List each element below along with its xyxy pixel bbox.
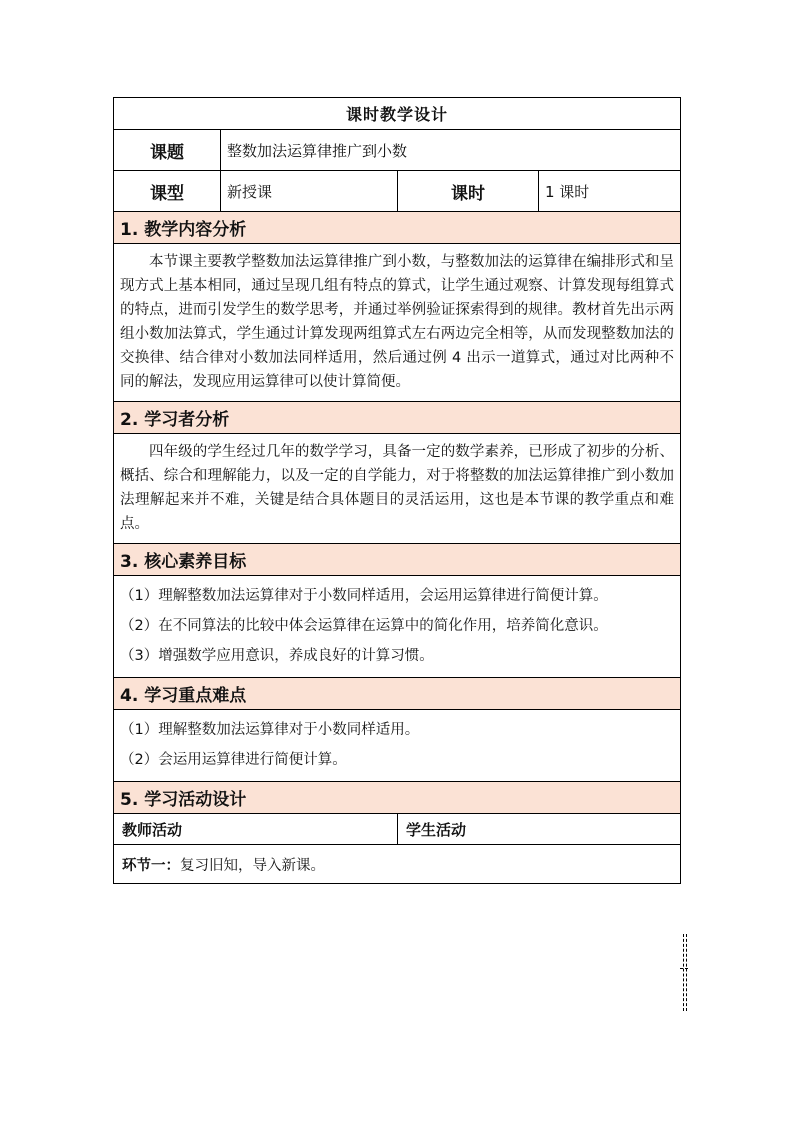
topic-value: 整数加法运算律推广到小数 xyxy=(221,130,681,171)
topic-label: 课题 xyxy=(114,130,221,171)
lesson-type-value: 新授课 xyxy=(221,171,398,212)
key-points-heading: 4. 学习重点难点 xyxy=(114,678,681,710)
dashed-guide-line xyxy=(686,934,687,1011)
dashed-guide-line xyxy=(683,934,684,1011)
step-text: 复习旧知，导入新课。 xyxy=(180,857,325,874)
key-points-list xyxy=(114,710,681,782)
core-goals-list xyxy=(114,576,681,678)
lesson-hours-label: 课时 xyxy=(398,171,539,212)
lesson-type-label: 课型 xyxy=(114,171,221,212)
list-item: （3）增强数学应用意识，养成良好的计算习惯。 xyxy=(120,648,434,664)
list-item: （1）理解整数加法运算律对于小数同样适用，会运用运算律进行简便计算。 xyxy=(120,588,608,604)
teacher-activity-column: 教师活动 xyxy=(114,814,398,845)
lesson-hours-value: 1 课时 xyxy=(539,171,681,212)
list-item: （2）会运用运算律进行简便计算。 xyxy=(120,752,347,768)
learner-analysis-text: 四年级的学生经过几年的数学学习，具备一定的数学素养，已形成了初步的分析、概括、综合和理解能力，以及一定的自学能力，对于将整数的加法运算律推广到小数加法理解起来并不难，关键是结合具体题目的灵活运用，这也是本节课的教学重点和难点。 xyxy=(114,434,681,544)
list-item: （1）理解整数加法运算律对于小数同样适用。 xyxy=(120,722,420,738)
core-goals-heading: 3. 核心素养目标 xyxy=(114,544,681,576)
document-title: 课时教学设计 xyxy=(114,98,681,130)
student-activity-column: 学生活动 xyxy=(398,814,681,845)
activity-design-heading: 5. 学习活动设计 xyxy=(114,782,681,814)
content-analysis-text: 本节课主要教学整数加法运算律推广到小数，与整数加法的运算律在编排形式和呈现方式上基本相同，通过呈现几组有特点的算式，让学生通过观察、计算发现每组算式的特点，进而引发学生的数学思考，并通过举例验证探索得到的规律。教材首先出示两组小数加法算式，学生通过计算发现两组算式左右两边完全相等，从而发现整数加法的交换律、结合律对小数加法同样适用，然后通过例 4 出示一道算式，通过对比两种不同的解法，发现应用运算律可以使计算简便。 xyxy=(114,244,681,402)
lesson-plan-table xyxy=(113,97,681,884)
step-label: 环节一： xyxy=(122,857,180,874)
content-analysis-heading: 1. 教学内容分析 xyxy=(114,212,681,244)
activity-step-1 xyxy=(114,845,681,884)
lesson-plan-document xyxy=(113,97,680,884)
dashed-guide-line xyxy=(680,968,688,969)
learner-analysis-heading: 2. 学习者分析 xyxy=(114,402,681,434)
list-item: （2）在不同算法的比较中体会运算律在运算中的简化作用，培养简化意识。 xyxy=(120,618,608,634)
